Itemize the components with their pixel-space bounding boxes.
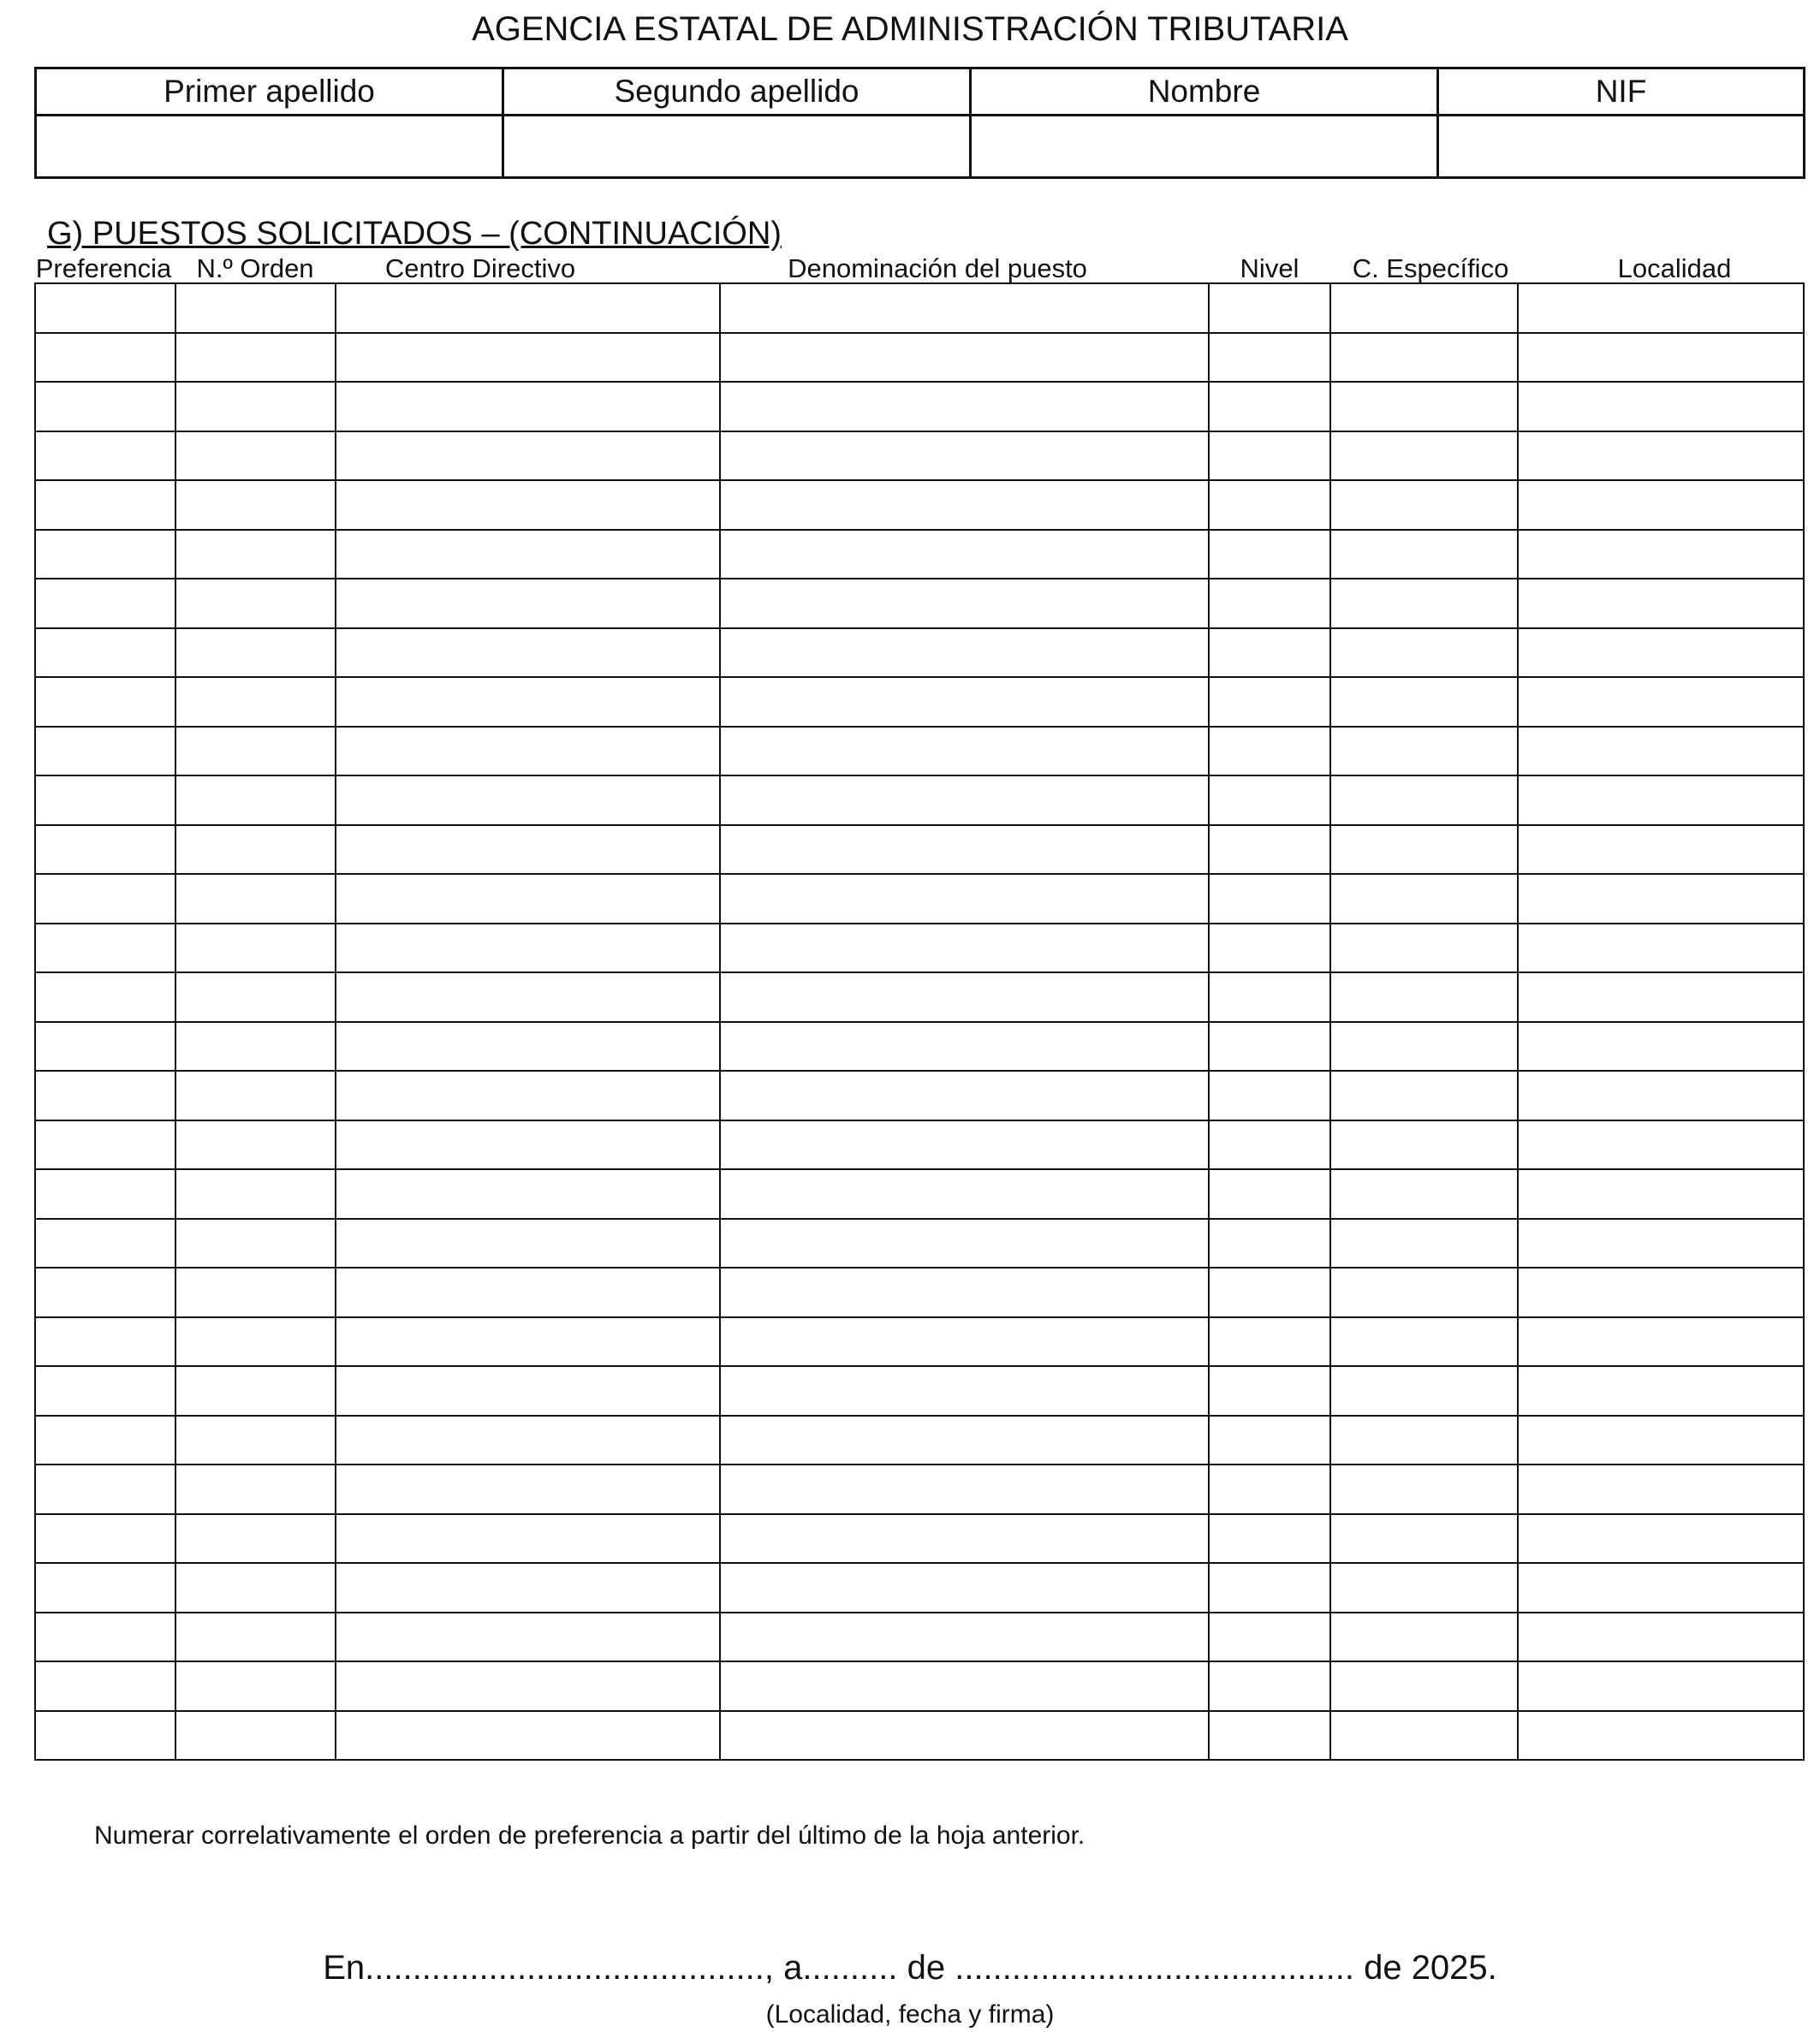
preference-cell[interactable] xyxy=(35,1317,175,1367)
locality-cell[interactable] xyxy=(1518,1711,1804,1761)
level-cell[interactable] xyxy=(1209,628,1330,678)
level-cell[interactable] xyxy=(1209,1317,1330,1367)
locality-cell[interactable] xyxy=(1518,1563,1804,1613)
order-number-cell[interactable] xyxy=(175,1465,336,1514)
specific-complement-cell[interactable] xyxy=(1330,924,1518,973)
directive-center-cell[interactable] xyxy=(336,775,720,825)
position-name-cell[interactable] xyxy=(720,1120,1209,1170)
directive-center-cell[interactable] xyxy=(336,579,720,628)
table-row xyxy=(35,874,1804,924)
specific-complement-cell[interactable] xyxy=(1330,382,1518,431)
directive-center-cell[interactable] xyxy=(336,1120,720,1170)
table-row xyxy=(35,283,1804,333)
level-cell[interactable] xyxy=(1209,480,1330,530)
locality-cell[interactable] xyxy=(1518,628,1804,678)
order-number-cell[interactable] xyxy=(175,1022,336,1072)
level-cell[interactable] xyxy=(1209,874,1330,924)
position-name-cell[interactable] xyxy=(720,727,1209,776)
order-number-cell[interactable] xyxy=(175,628,336,678)
level-cell[interactable] xyxy=(1209,972,1330,1022)
specific-complement-cell[interactable] xyxy=(1330,1563,1518,1613)
order-number-cell[interactable] xyxy=(175,480,336,530)
position-name-cell[interactable] xyxy=(720,480,1209,530)
directive-center-cell[interactable] xyxy=(336,628,720,678)
preference-cell[interactable] xyxy=(35,1071,175,1120)
table-row xyxy=(35,431,1804,481)
specific-complement-cell[interactable] xyxy=(1330,579,1518,628)
level-cell[interactable] xyxy=(1209,1465,1330,1514)
level-cell[interactable] xyxy=(1209,283,1330,333)
level-column-header: Nivel xyxy=(1240,253,1300,283)
position-name-cell[interactable] xyxy=(720,1613,1209,1662)
directive-center-cell[interactable] xyxy=(336,530,720,579)
level-cell[interactable] xyxy=(1209,1514,1330,1564)
directive-center-column-header: Centro Directivo xyxy=(384,253,576,283)
locality-cell[interactable] xyxy=(1518,727,1804,776)
locality-cell[interactable] xyxy=(1518,283,1804,333)
preference-cell[interactable] xyxy=(35,1514,175,1564)
locality-cell[interactable] xyxy=(1518,530,1804,579)
first-surname-header: Primer apellido xyxy=(36,68,503,116)
order-number-cell[interactable] xyxy=(175,1711,336,1761)
specific-complement-cell[interactable] xyxy=(1330,1071,1518,1120)
specific-complement-cell[interactable] xyxy=(1330,1169,1518,1219)
level-cell[interactable] xyxy=(1209,382,1330,431)
preference-cell[interactable] xyxy=(35,1366,175,1416)
position-name-cell[interactable] xyxy=(720,972,1209,1022)
level-cell[interactable] xyxy=(1209,924,1330,973)
locality-cell[interactable] xyxy=(1518,1071,1804,1120)
position-name-cell[interactable] xyxy=(720,431,1209,481)
place-date-line: En.........................................., a.......... de .......................................... de 2025. xyxy=(323,1949,1497,1987)
level-cell[interactable] xyxy=(1209,431,1330,481)
order-number-cell[interactable] xyxy=(175,1219,336,1269)
specific-complement-column-header: C. Específico xyxy=(1352,253,1509,283)
directive-center-cell[interactable] xyxy=(336,283,720,333)
order-number-cell[interactable] xyxy=(175,1661,336,1711)
directive-center-cell[interactable] xyxy=(336,1465,720,1514)
locality-cell[interactable] xyxy=(1518,874,1804,924)
specific-complement-cell[interactable] xyxy=(1330,1613,1518,1662)
locality-cell[interactable] xyxy=(1518,972,1804,1022)
preference-cell[interactable] xyxy=(35,1120,175,1170)
locality-cell[interactable] xyxy=(1518,1613,1804,1662)
position-name-cell[interactable] xyxy=(720,1563,1209,1613)
table-row xyxy=(35,1416,1804,1465)
specific-complement-cell[interactable] xyxy=(1330,727,1518,776)
preference-cell[interactable] xyxy=(35,677,175,727)
table-row xyxy=(35,1661,1804,1711)
table-row xyxy=(35,333,1804,383)
locality-cell[interactable] xyxy=(1518,1169,1804,1219)
preference-cell[interactable] xyxy=(35,924,175,973)
directive-center-cell[interactable] xyxy=(336,333,720,383)
level-cell[interactable] xyxy=(1209,1219,1330,1269)
second-surname-field[interactable] xyxy=(503,116,971,178)
position-name-cell[interactable] xyxy=(720,283,1209,333)
table-row xyxy=(35,1514,1804,1564)
locality-cell[interactable] xyxy=(1518,924,1804,973)
preference-column-header: Preferencia xyxy=(35,253,172,283)
position-name-cell[interactable] xyxy=(720,1514,1209,1564)
preference-cell[interactable] xyxy=(35,1613,175,1662)
specific-complement-cell[interactable] xyxy=(1330,1268,1518,1317)
locality-cell[interactable] xyxy=(1518,1366,1804,1416)
nif-field[interactable] xyxy=(1438,116,1805,178)
locality-cell[interactable] xyxy=(1518,775,1804,825)
directive-center-cell[interactable] xyxy=(336,1169,720,1219)
level-cell[interactable] xyxy=(1209,1169,1330,1219)
position-name-cell[interactable] xyxy=(720,677,1209,727)
preference-cell[interactable] xyxy=(35,775,175,825)
preference-cell[interactable] xyxy=(35,1711,175,1761)
order-number-cell[interactable] xyxy=(175,677,336,727)
position-name-cell[interactable] xyxy=(720,1465,1209,1514)
level-cell[interactable] xyxy=(1209,825,1330,875)
requested-positions-table xyxy=(34,282,1805,1761)
table-row xyxy=(35,1465,1804,1514)
order-number-cell[interactable] xyxy=(175,431,336,481)
name-field[interactable] xyxy=(971,116,1438,178)
personal-value-row xyxy=(36,116,1805,178)
directive-center-cell[interactable] xyxy=(336,1071,720,1120)
table-row xyxy=(35,628,1804,678)
order-number-cell[interactable] xyxy=(175,1169,336,1219)
preference-cell[interactable] xyxy=(35,874,175,924)
level-cell[interactable] xyxy=(1209,1613,1330,1662)
locality-cell[interactable] xyxy=(1518,1022,1804,1072)
order-number-cell[interactable] xyxy=(175,530,336,579)
locality-cell[interactable] xyxy=(1518,677,1804,727)
locality-cell[interactable] xyxy=(1518,1317,1804,1367)
preference-cell[interactable] xyxy=(35,431,175,481)
level-cell[interactable] xyxy=(1209,579,1330,628)
locality-cell[interactable] xyxy=(1518,1661,1804,1711)
numbering-note: Numerar correlativamente el orden de preferencia a partir del último de la hoja anterior. xyxy=(94,1821,1085,1850)
directive-center-cell[interactable] xyxy=(336,1416,720,1465)
order-number-cell[interactable] xyxy=(175,924,336,973)
position-name-cell[interactable] xyxy=(720,1071,1209,1120)
specific-complement-cell[interactable] xyxy=(1330,1022,1518,1072)
second-surname-header: Segundo apellido xyxy=(503,68,971,116)
table-row xyxy=(35,727,1804,776)
order-number-cell[interactable] xyxy=(175,727,336,776)
level-cell[interactable] xyxy=(1209,1563,1330,1613)
order-number-cell[interactable] xyxy=(175,1514,336,1564)
order-number-cell[interactable] xyxy=(175,283,336,333)
specific-complement-cell[interactable] xyxy=(1330,972,1518,1022)
directive-center-cell[interactable] xyxy=(336,431,720,481)
directive-center-cell[interactable] xyxy=(336,924,720,973)
locality-cell[interactable] xyxy=(1518,579,1804,628)
directive-center-cell[interactable] xyxy=(336,727,720,776)
table-row xyxy=(35,1563,1804,1613)
directive-center-cell[interactable] xyxy=(336,1317,720,1367)
preference-cell[interactable] xyxy=(35,1169,175,1219)
position-name-cell[interactable] xyxy=(720,825,1209,875)
locality-cell[interactable] xyxy=(1518,1416,1804,1465)
position-name-cell[interactable] xyxy=(720,628,1209,678)
table-row xyxy=(35,1022,1804,1072)
preference-cell[interactable] xyxy=(35,1219,175,1269)
specific-complement-cell[interactable] xyxy=(1330,1661,1518,1711)
signature-caption: (Localidad, fecha y firma) xyxy=(765,2000,1055,2029)
order-number-cell[interactable] xyxy=(175,1317,336,1367)
level-cell[interactable] xyxy=(1209,727,1330,776)
table-row xyxy=(35,1169,1804,1219)
table-row xyxy=(35,775,1804,825)
level-cell[interactable] xyxy=(1209,1022,1330,1072)
level-cell[interactable] xyxy=(1209,677,1330,727)
order-number-cell[interactable] xyxy=(175,874,336,924)
order-number-column-header: N.º Orden xyxy=(196,253,314,283)
specific-complement-cell[interactable] xyxy=(1330,1120,1518,1170)
order-number-cell[interactable] xyxy=(175,382,336,431)
first-surname-field[interactable] xyxy=(36,116,503,178)
directive-center-cell[interactable] xyxy=(336,1022,720,1072)
preference-cell[interactable] xyxy=(35,972,175,1022)
directive-center-cell[interactable] xyxy=(336,1711,720,1761)
level-cell[interactable] xyxy=(1209,1366,1330,1416)
nif-header: NIF xyxy=(1438,68,1805,116)
name-header: Nombre xyxy=(971,68,1438,116)
table-row xyxy=(35,1219,1804,1269)
order-number-cell[interactable] xyxy=(175,333,336,383)
table-row xyxy=(35,1366,1804,1416)
table-row xyxy=(35,677,1804,727)
position-name-cell[interactable] xyxy=(720,1416,1209,1465)
specific-complement-cell[interactable] xyxy=(1330,431,1518,481)
position-name-cell[interactable] xyxy=(720,1317,1209,1367)
preference-cell[interactable] xyxy=(35,333,175,383)
position-name-cell[interactable] xyxy=(720,1022,1209,1072)
order-number-cell[interactable] xyxy=(175,1613,336,1662)
table-row xyxy=(35,924,1804,973)
specific-complement-cell[interactable] xyxy=(1330,480,1518,530)
agency-title: AGENCIA ESTATAL DE ADMINISTRACIÓN TRIBUTARIA xyxy=(472,10,1348,48)
preference-cell[interactable] xyxy=(35,1268,175,1317)
specific-complement-cell[interactable] xyxy=(1330,677,1518,727)
preference-cell[interactable] xyxy=(35,530,175,579)
preference-cell[interactable] xyxy=(35,727,175,776)
order-number-cell[interactable] xyxy=(175,972,336,1022)
specific-complement-cell[interactable] xyxy=(1330,628,1518,678)
directive-center-cell[interactable] xyxy=(336,1661,720,1711)
specific-complement-cell[interactable] xyxy=(1330,530,1518,579)
order-number-cell[interactable] xyxy=(175,1416,336,1465)
position-name-cell[interactable] xyxy=(720,333,1209,383)
table-row xyxy=(35,1268,1804,1317)
directive-center-cell[interactable] xyxy=(336,825,720,875)
preference-cell[interactable] xyxy=(35,1022,175,1072)
preference-cell[interactable] xyxy=(35,628,175,678)
directive-center-cell[interactable] xyxy=(336,1219,720,1269)
table-row xyxy=(35,1613,1804,1662)
table-row xyxy=(35,480,1804,530)
locality-cell[interactable] xyxy=(1518,1465,1804,1514)
preference-cell[interactable] xyxy=(35,825,175,875)
level-cell[interactable] xyxy=(1209,1661,1330,1711)
personal-header-row xyxy=(36,68,1805,116)
directive-center-cell[interactable] xyxy=(336,1613,720,1662)
order-number-cell[interactable] xyxy=(175,1071,336,1120)
specific-complement-cell[interactable] xyxy=(1330,333,1518,383)
directive-center-cell[interactable] xyxy=(336,382,720,431)
locality-cell[interactable] xyxy=(1518,480,1804,530)
specific-complement-cell[interactable] xyxy=(1330,825,1518,875)
specific-complement-cell[interactable] xyxy=(1330,1711,1518,1761)
position-name-cell[interactable] xyxy=(720,1711,1209,1761)
locality-cell[interactable] xyxy=(1518,1268,1804,1317)
locality-cell[interactable] xyxy=(1518,1514,1804,1564)
position-name-cell[interactable] xyxy=(720,874,1209,924)
locality-cell[interactable] xyxy=(1518,333,1804,383)
specific-complement-cell[interactable] xyxy=(1330,1317,1518,1367)
position-name-cell[interactable] xyxy=(720,1366,1209,1416)
order-number-cell[interactable] xyxy=(175,1366,336,1416)
table-row xyxy=(35,972,1804,1022)
preference-cell[interactable] xyxy=(35,283,175,333)
directive-center-cell[interactable] xyxy=(336,677,720,727)
directive-center-cell[interactable] xyxy=(336,1563,720,1613)
table-row xyxy=(35,1711,1804,1761)
locality-column-header: Localidad xyxy=(1617,253,1732,283)
position-name-cell[interactable] xyxy=(720,530,1209,579)
specific-complement-cell[interactable] xyxy=(1330,1219,1518,1269)
directive-center-cell[interactable] xyxy=(336,1366,720,1416)
level-cell[interactable] xyxy=(1209,1120,1330,1170)
level-cell[interactable] xyxy=(1209,530,1330,579)
preference-cell[interactable] xyxy=(35,1563,175,1613)
position-name-cell[interactable] xyxy=(720,382,1209,431)
position-name-cell[interactable] xyxy=(720,1219,1209,1269)
locality-cell[interactable] xyxy=(1518,1219,1804,1269)
preference-cell[interactable] xyxy=(35,1416,175,1465)
level-cell[interactable] xyxy=(1209,1416,1330,1465)
position-name-cell[interactable] xyxy=(720,579,1209,628)
specific-complement-cell[interactable] xyxy=(1330,1514,1518,1564)
position-name-cell[interactable] xyxy=(720,1268,1209,1317)
specific-complement-cell[interactable] xyxy=(1330,1366,1518,1416)
table-row xyxy=(35,382,1804,431)
directive-center-cell[interactable] xyxy=(336,480,720,530)
position-name-cell[interactable] xyxy=(720,924,1209,973)
order-number-cell[interactable] xyxy=(175,775,336,825)
position-name-cell[interactable] xyxy=(720,1661,1209,1711)
specific-complement-cell[interactable] xyxy=(1330,283,1518,333)
order-number-cell[interactable] xyxy=(175,579,336,628)
specific-complement-cell[interactable] xyxy=(1330,775,1518,825)
directive-center-cell[interactable] xyxy=(336,1514,720,1564)
position-name-cell[interactable] xyxy=(720,775,1209,825)
preference-cell[interactable] xyxy=(35,1465,175,1514)
directive-center-cell[interactable] xyxy=(336,972,720,1022)
table-row xyxy=(35,1317,1804,1367)
personal-data-table xyxy=(34,67,1805,179)
order-number-cell[interactable] xyxy=(175,1120,336,1170)
order-number-cell[interactable] xyxy=(175,825,336,875)
specific-complement-cell[interactable] xyxy=(1330,1465,1518,1514)
section-title: G) PUESTOS SOLICITADOS – (CONTINUACIÓN) xyxy=(47,216,782,252)
specific-complement-cell[interactable] xyxy=(1330,1416,1518,1465)
preference-cell[interactable] xyxy=(35,480,175,530)
level-cell[interactable] xyxy=(1209,1711,1330,1761)
preference-cell[interactable] xyxy=(35,382,175,431)
level-cell[interactable] xyxy=(1209,775,1330,825)
level-cell[interactable] xyxy=(1209,1268,1330,1317)
table-row xyxy=(35,825,1804,875)
table-row xyxy=(35,579,1804,628)
preference-cell[interactable] xyxy=(35,1661,175,1711)
table-row xyxy=(35,1120,1804,1170)
preference-cell[interactable] xyxy=(35,579,175,628)
order-number-cell[interactable] xyxy=(175,1268,336,1317)
locality-cell[interactable] xyxy=(1518,1120,1804,1170)
position-name-cell[interactable] xyxy=(720,1169,1209,1219)
locality-cell[interactable] xyxy=(1518,382,1804,431)
specific-complement-cell[interactable] xyxy=(1330,874,1518,924)
directive-center-cell[interactable] xyxy=(336,1268,720,1317)
table-row xyxy=(35,1071,1804,1120)
locality-cell[interactable] xyxy=(1518,431,1804,481)
level-cell[interactable] xyxy=(1209,1071,1330,1120)
order-number-cell[interactable] xyxy=(175,1563,336,1613)
position-name-column-header: Denominación del puesto xyxy=(788,253,1087,283)
table-row xyxy=(35,530,1804,579)
level-cell[interactable] xyxy=(1209,333,1330,383)
locality-cell[interactable] xyxy=(1518,825,1804,875)
directive-center-cell[interactable] xyxy=(336,874,720,924)
